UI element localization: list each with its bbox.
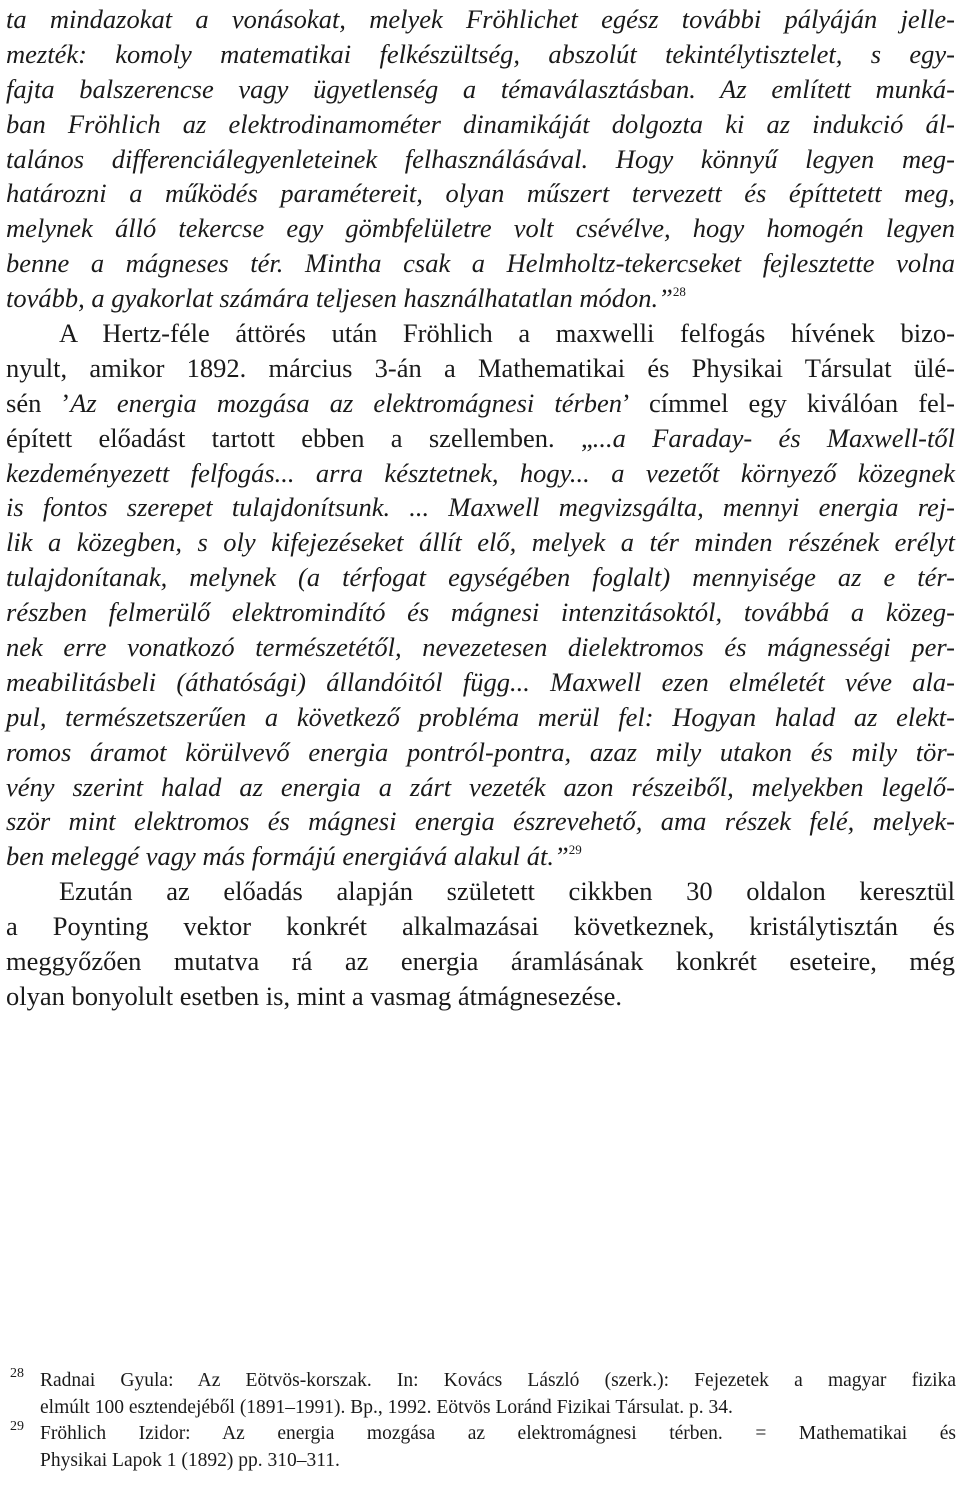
text-segment: nyult, amikor 1892. március 3-án a Mathematikai és Physikai Társulat ülé-: [6, 352, 955, 383]
text-segment: fajta balszerencse vagy ügyetlenség a témaválasztásban. Az említett munká-: [6, 73, 955, 104]
text-segment: melynek álló tekercse egy gömbfelületre volt csévélve, hogy homogén legyen: [6, 213, 955, 244]
text-line: [6, 909, 955, 944]
text-line: [6, 386, 955, 421]
text-segment: ször mint elektromos és mágnesi energia észrevehető, ama részek felé, melyek-: [6, 806, 955, 837]
footnotes: [10, 1368, 956, 1474]
text-segment: ben meleggé vagy más formájú energiává alakul át.”: [6, 841, 569, 872]
text-segment: nek erre vonatkozó természetétől, nevezetesen dielektromos és mágnességi per-: [6, 632, 955, 663]
text-segment: Ezután az előadás alapján született cikkben 30 oldalon keresztül: [59, 876, 955, 907]
text-line: [6, 2, 955, 37]
text-segment: ...a Faraday- és Maxwell-től: [592, 422, 955, 453]
text-segment: tovább, a gyakorlat számára teljesen használhatatlan módon.”: [6, 283, 673, 314]
footnote-line: [10, 1395, 956, 1422]
text-segment: is fontos szerepet tulajdonítsunk. ... Maxwell megvizsgálta, mennyi energia rej-: [6, 492, 955, 523]
footnote-number: 28: [10, 1366, 24, 1381]
text-segment: kezdeményezett felfogás... arra késztetnek, hogy... a vezetőt környező közegnek: [6, 457, 955, 488]
text-line: [6, 804, 955, 839]
text-line: [6, 595, 955, 630]
text-line: [6, 560, 955, 595]
footnote-line: [10, 1421, 956, 1448]
footnote-text: elmúlt 100 esztendejéből (1891–1991). Bp., 1992. Eötvös Loránd Fizikai Társulat. p. 34.: [40, 1396, 733, 1418]
text-line: [6, 246, 955, 281]
text-line: [6, 351, 955, 386]
text-segment: olyan bonyolult esetben is, mint a vasmag átmágnesezése.: [6, 980, 622, 1011]
text-segment: ’ címmel egy kiválóan fel-: [622, 387, 955, 418]
text-segment: talános differenciálegyenleteinek felhasználásával. Hogy könnyű legyen meg-: [6, 143, 955, 174]
footnote-number: 29: [10, 1419, 24, 1435]
text-segment: határozni a működés paramétereit, olyan műszert tervezett és építtetett meg,: [6, 178, 955, 209]
text-segment: épített előadást tartott ebben a szellemben. „: [6, 422, 593, 453]
text-segment: tulajdonítanak, melynek (a térfogat egységében foglalt) mennyisége az e tér-: [6, 562, 955, 593]
text-segment: meggyőzően mutatva rá az energia áramlásának konkrét eseteire, még: [6, 946, 955, 977]
text-line: [6, 281, 955, 316]
main-text: [6, 2, 955, 1014]
text-segment: mezték: komoly matematikai felkészültség, abszolút tekintélytisztelet, s egy-: [6, 38, 955, 69]
footnote-ref: 29: [568, 842, 582, 858]
text-line: [6, 176, 955, 211]
text-line: [6, 944, 955, 979]
text-line: [6, 874, 955, 909]
text-line: [6, 490, 955, 525]
text-line: [6, 211, 955, 246]
footnote-text: Fröhlich Izidor: Az energia mozgása az elektromágnesi térben. = Mathematikai és: [40, 1423, 956, 1445]
footnote-text: Physikai Lapok 1 (1892) pp. 310–311.: [40, 1449, 340, 1471]
text-line: [6, 72, 955, 107]
text-line: [6, 316, 955, 351]
text-segment: a Poynting vektor konkrét alkalmazásai következnek, kristálytisztán és: [6, 911, 955, 942]
text-segment: sén ’: [6, 387, 71, 418]
text-line: [6, 142, 955, 177]
footnote-line: [10, 1368, 956, 1395]
text-segment: meabilitásbeli (áthatósági) állandóitól függ... Maxwell ezen elméletét véve ala-: [6, 666, 955, 697]
text-segment: pul, természetszerűen a következő probléma merül fel: Hogyan halad az elekt-: [6, 701, 955, 732]
text-line: [6, 735, 955, 770]
text-segment: romos áramot körülvevő energia pontról-pontra, azaz mily utakon és mily tör-: [6, 736, 955, 767]
text-line: [6, 107, 955, 142]
text-segment: benne a mágneses tér. Mintha csak a Helmholtz-tekercseket fejlesztette volna: [6, 248, 955, 279]
text-line: [6, 456, 955, 491]
text-segment: Az energia mozgása az elektromágnesi térben: [70, 387, 623, 418]
text-segment: ta mindazokat a vonásokat, melyek Fröhlichet egész további pályáján jelle-: [6, 4, 955, 34]
footnote-text: Radnai Gyula: Az Eötvös-korszak. In: Kovács László (szerk.): Fejezetek a magyar fizika: [40, 1370, 956, 1391]
text-line: [6, 37, 955, 72]
text-segment: részben felmerülő elektromindító és mágnesi intenzitásoktól, továbbá a közeg-: [6, 597, 955, 628]
text-line: [6, 839, 955, 874]
text-line: [6, 979, 955, 1014]
text-line: [6, 630, 955, 665]
text-segment: A Hertz-féle áttörés után Fröhlich a maxwelli felfogás hívének bizo-: [59, 318, 955, 349]
text-segment: lik a közegben, s oly kifejezéseket állít elő, melyek a tér minden részének erélyt: [6, 527, 955, 558]
footnote-line: [10, 1448, 956, 1475]
text-segment: ban Fröhlich az elektrodinamométer dinamikáját dolgozta ki az indukció ál-: [6, 108, 955, 139]
text-line: [6, 421, 955, 456]
text-line: [6, 525, 955, 560]
text-line: [6, 665, 955, 700]
text-line: [6, 770, 955, 805]
text-line: [6, 700, 955, 735]
footnote-ref: 28: [672, 284, 686, 300]
text-segment: vény szerint halad az energia a zárt vezeték azon részeiből, melyekben legelő-: [6, 771, 955, 802]
